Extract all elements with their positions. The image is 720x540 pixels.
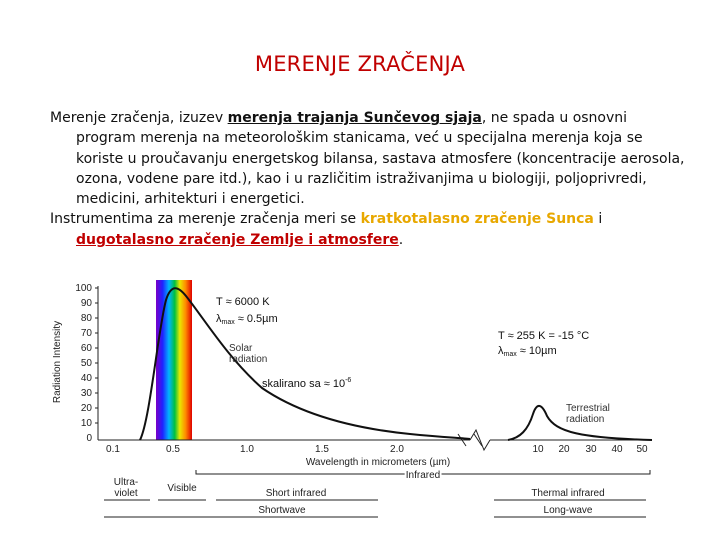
y-tick-30: 30: [80, 388, 92, 399]
earth-lambda-value: ≈ 10µm: [516, 345, 557, 357]
y-tick-60: 60: [80, 343, 92, 354]
solar-label-line2: radiation: [229, 354, 268, 365]
x-axis-label: Wavelength in micrometers (µm): [305, 457, 451, 468]
earth-lambda-max: [498, 345, 557, 358]
sun-annotation: [216, 296, 278, 326]
sun-lambda-max: [216, 313, 278, 326]
x-ticks-left: [106, 444, 404, 455]
x-ticks-right: [532, 444, 648, 455]
x-tick-40: 40: [611, 444, 623, 455]
band-thermal-infrared: Thermal infrared: [531, 488, 605, 499]
earth-annotation: [498, 330, 589, 358]
earth-temperature: T ≈ 255 K = -15 °C: [498, 330, 590, 342]
p2-longwave-earth: dugotalasno zračenje Zemlje i atmosfere: [76, 231, 399, 248]
band-ultraviolet-1: Ultra-: [113, 477, 139, 488]
band-short-infrared: Short infrared: [265, 488, 327, 499]
y-axis-label: Radiation Intensity: [52, 320, 63, 404]
y-tick-10: 10: [80, 418, 92, 429]
band-longwave: Long-wave: [543, 505, 593, 516]
band-visible: Visible: [167, 483, 197, 494]
p2-text-c: .: [398, 231, 404, 248]
scale-note-exp: -6: [345, 377, 352, 384]
slide-title: MERENJE ZRAČENJA: [254, 52, 466, 76]
x-tick-0-5: 0.5: [166, 444, 180, 455]
p1-text-b: , ne spada u osnovni program merenja na meteorološkim stanicama, već u specijalna merenja koja se koriste u proučavanju energetskog bilansa, sastava atmosfere (koncentracije aerosola, ozona, vodene pare itd.), kao i u različitim istraživanjima u biologiji, poljoprivredi, medicini, arhitekturi i energetici.: [76, 110, 685, 208]
y-tick-70: 70: [80, 328, 92, 339]
x-tick-1-0: 1.0: [240, 444, 254, 455]
x-tick-30: 30: [585, 444, 597, 455]
scale-note: [262, 377, 351, 390]
y-tick-80: 80: [80, 313, 92, 324]
y-tick-40: 40: [80, 373, 92, 384]
y-tick-100: 100: [75, 283, 92, 294]
sun-lambda-symbol: λ: [216, 313, 222, 325]
sun-lambda-value: ≈ 0.5µm: [234, 313, 278, 325]
p2-text-a: Instrumentima za merenje zračenja meri se: [50, 211, 361, 228]
y-ticks: [75, 283, 92, 444]
solar-label-line1: Solar: [229, 343, 253, 354]
y-tick-90: 90: [80, 298, 92, 309]
y-tick-50: 50: [80, 358, 92, 369]
visible-spectrum-band: [156, 280, 192, 440]
x-tick-10: 10: [532, 444, 544, 455]
p1-text-a: Merenje zračenja, izuzev: [50, 110, 228, 126]
x-tick-0-1: 0.1: [106, 444, 120, 455]
terrestrial-label-line1: Terrestrial: [566, 403, 610, 414]
sun-temperature: T ≈ 6000 K: [216, 296, 270, 308]
p2-text-b: i: [593, 211, 603, 228]
y-tick-0: 0: [86, 433, 92, 444]
scale-note-text: skalirano sa ≈ 10: [262, 378, 346, 390]
y-tick-20: 20: [80, 403, 92, 414]
p1-sunshine-duration: merenja trajanja Sunčevog sjaja: [227, 110, 482, 126]
x-axis-jog: [470, 430, 490, 450]
earth-lambda-sub: max: [503, 351, 517, 358]
band-ultraviolet-2: violet: [114, 488, 138, 499]
p2-shortwave-sun: kratkotalasno zračenje Sunca: [360, 211, 594, 228]
x-tick-1-5: 1.5: [315, 444, 329, 455]
sun-lambda-sub: max: [221, 319, 235, 326]
earth-lambda-symbol: λ: [498, 345, 504, 357]
x-tick-50: 50: [636, 444, 648, 455]
band-infrared: Infrared: [405, 470, 441, 481]
terrestrial-label-line2: radiation: [566, 414, 605, 425]
x-tick-20: 20: [558, 444, 570, 455]
band-shortwave: Shortwave: [258, 505, 306, 516]
x-tick-2-0: 2.0: [390, 444, 404, 455]
